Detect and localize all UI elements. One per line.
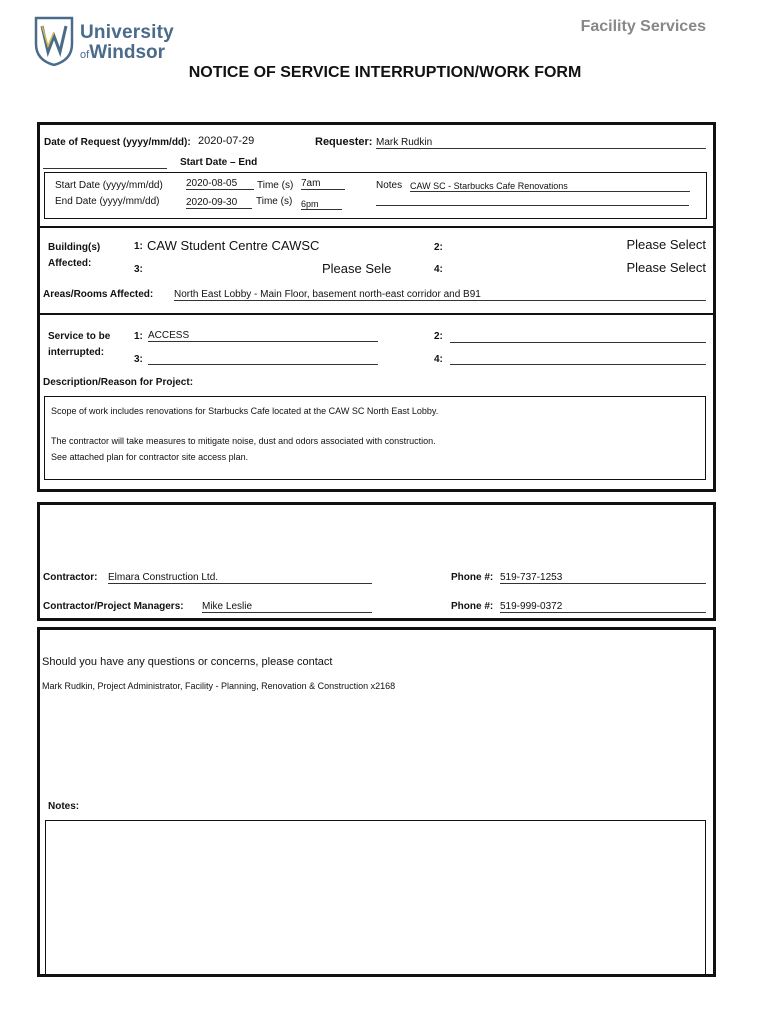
notes-section-label: Notes:: [48, 801, 80, 812]
start-date-field[interactable]: 2020-08-05: [186, 178, 254, 190]
blank-line: [43, 168, 167, 169]
date-of-request-label: Date of Request (yyyy/mm/dd):: [44, 137, 191, 148]
service-4-field[interactable]: [450, 353, 706, 365]
start-time-label: Time (s): [257, 180, 294, 191]
building-2-number: 2:: [434, 242, 443, 253]
service-2-number: 2:: [434, 331, 443, 342]
description-line-1: Scope of work includes renovations for Starbucks Cafe located at the CAW SC North East Lobby.: [51, 406, 439, 416]
project-manager-label: Contractor/Project Managers:: [43, 601, 184, 612]
end-time-label: Time (s): [256, 196, 293, 207]
form-title: NOTICE OF SERVICE INTERRUPTION/WORK FORM: [188, 64, 582, 81]
start-date-label: Start Date (yyyy/mm/dd): [55, 180, 163, 191]
university-shield-logo: [34, 16, 74, 66]
areas-label: Areas/Rooms Affected:: [43, 289, 154, 300]
building-1-number: 1:: [134, 241, 143, 252]
service-3-field[interactable]: [148, 353, 378, 365]
description-line-3: See attached plan for contractor site access plan.: [51, 452, 249, 462]
buildings-label-2: Affected:: [48, 258, 92, 269]
building-3-select[interactable]: Please Sele: [322, 261, 392, 276]
notes-textarea[interactable]: [45, 820, 706, 977]
contractor-phone-field[interactable]: 519-737-1253: [500, 572, 706, 584]
description-line-2: The contractor will take measures to mitigate noise, dust and odors associated with construction.: [51, 436, 436, 446]
service-4-number: 4:: [434, 354, 443, 365]
description-label: Description/Reason for Project:: [43, 377, 194, 388]
service-1-field[interactable]: ACCESS: [148, 330, 378, 342]
service-label-2: interrupted:: [48, 347, 105, 358]
building-3-number: 3:: [134, 264, 143, 275]
divider: [37, 313, 716, 315]
start-time-field[interactable]: 7am: [301, 178, 345, 190]
divider: [37, 226, 716, 228]
contact-person: Mark Rudkin, Project Administrator, Facility - Planning, Renovation & Construction x2168: [42, 681, 396, 691]
contractor-field[interactable]: Elmara Construction Ltd.: [108, 572, 372, 584]
service-2-field[interactable]: [450, 331, 706, 343]
notes-field[interactable]: CAW SC - Starbucks Cafe Renovations: [410, 181, 690, 192]
manager-phone-label: Phone #:: [451, 601, 494, 612]
contractor-phone-label: Phone #:: [451, 572, 494, 583]
building-4-number: 4:: [434, 264, 443, 275]
contact-prompt: Should you have any questions or concerns, please contact: [42, 656, 333, 668]
building-1-select[interactable]: CAW Student Centre CAWSC: [147, 238, 320, 253]
notes-line-2: [376, 205, 689, 206]
department-name: Facility Services: [580, 18, 706, 35]
building-4-select[interactable]: Please Select: [626, 260, 706, 275]
areas-field[interactable]: North East Lobby - Main Floor, basement north-east corridor and B91: [174, 289, 706, 301]
date-of-request-field[interactable]: 2020-07-29: [198, 135, 255, 147]
end-date-label: End Date (yyyy/mm/dd): [55, 196, 160, 207]
service-1-number: 1:: [134, 331, 143, 342]
project-manager-field[interactable]: Mike Leslie: [202, 601, 372, 613]
start-end-heading: Start Date – End: [180, 157, 258, 168]
end-time-field[interactable]: 6pm: [301, 199, 342, 210]
end-date-field[interactable]: 2020-09-30: [186, 197, 252, 209]
requester-field[interactable]: Mark Rudkin: [376, 137, 706, 149]
contractor-label: Contractor:: [43, 572, 98, 583]
service-label: Service to be: [48, 331, 111, 342]
requester-label: Requester:: [315, 136, 373, 148]
logo-windsor-text: ofWindsor: [80, 42, 166, 63]
buildings-label: Building(s): [48, 242, 101, 253]
manager-phone-field[interactable]: 519-999-0372: [500, 601, 706, 613]
logo-university-text: University: [80, 22, 174, 43]
service-3-number: 3:: [134, 354, 143, 365]
building-2-select[interactable]: Please Select: [626, 237, 706, 252]
notes-label: Notes: [376, 180, 403, 191]
